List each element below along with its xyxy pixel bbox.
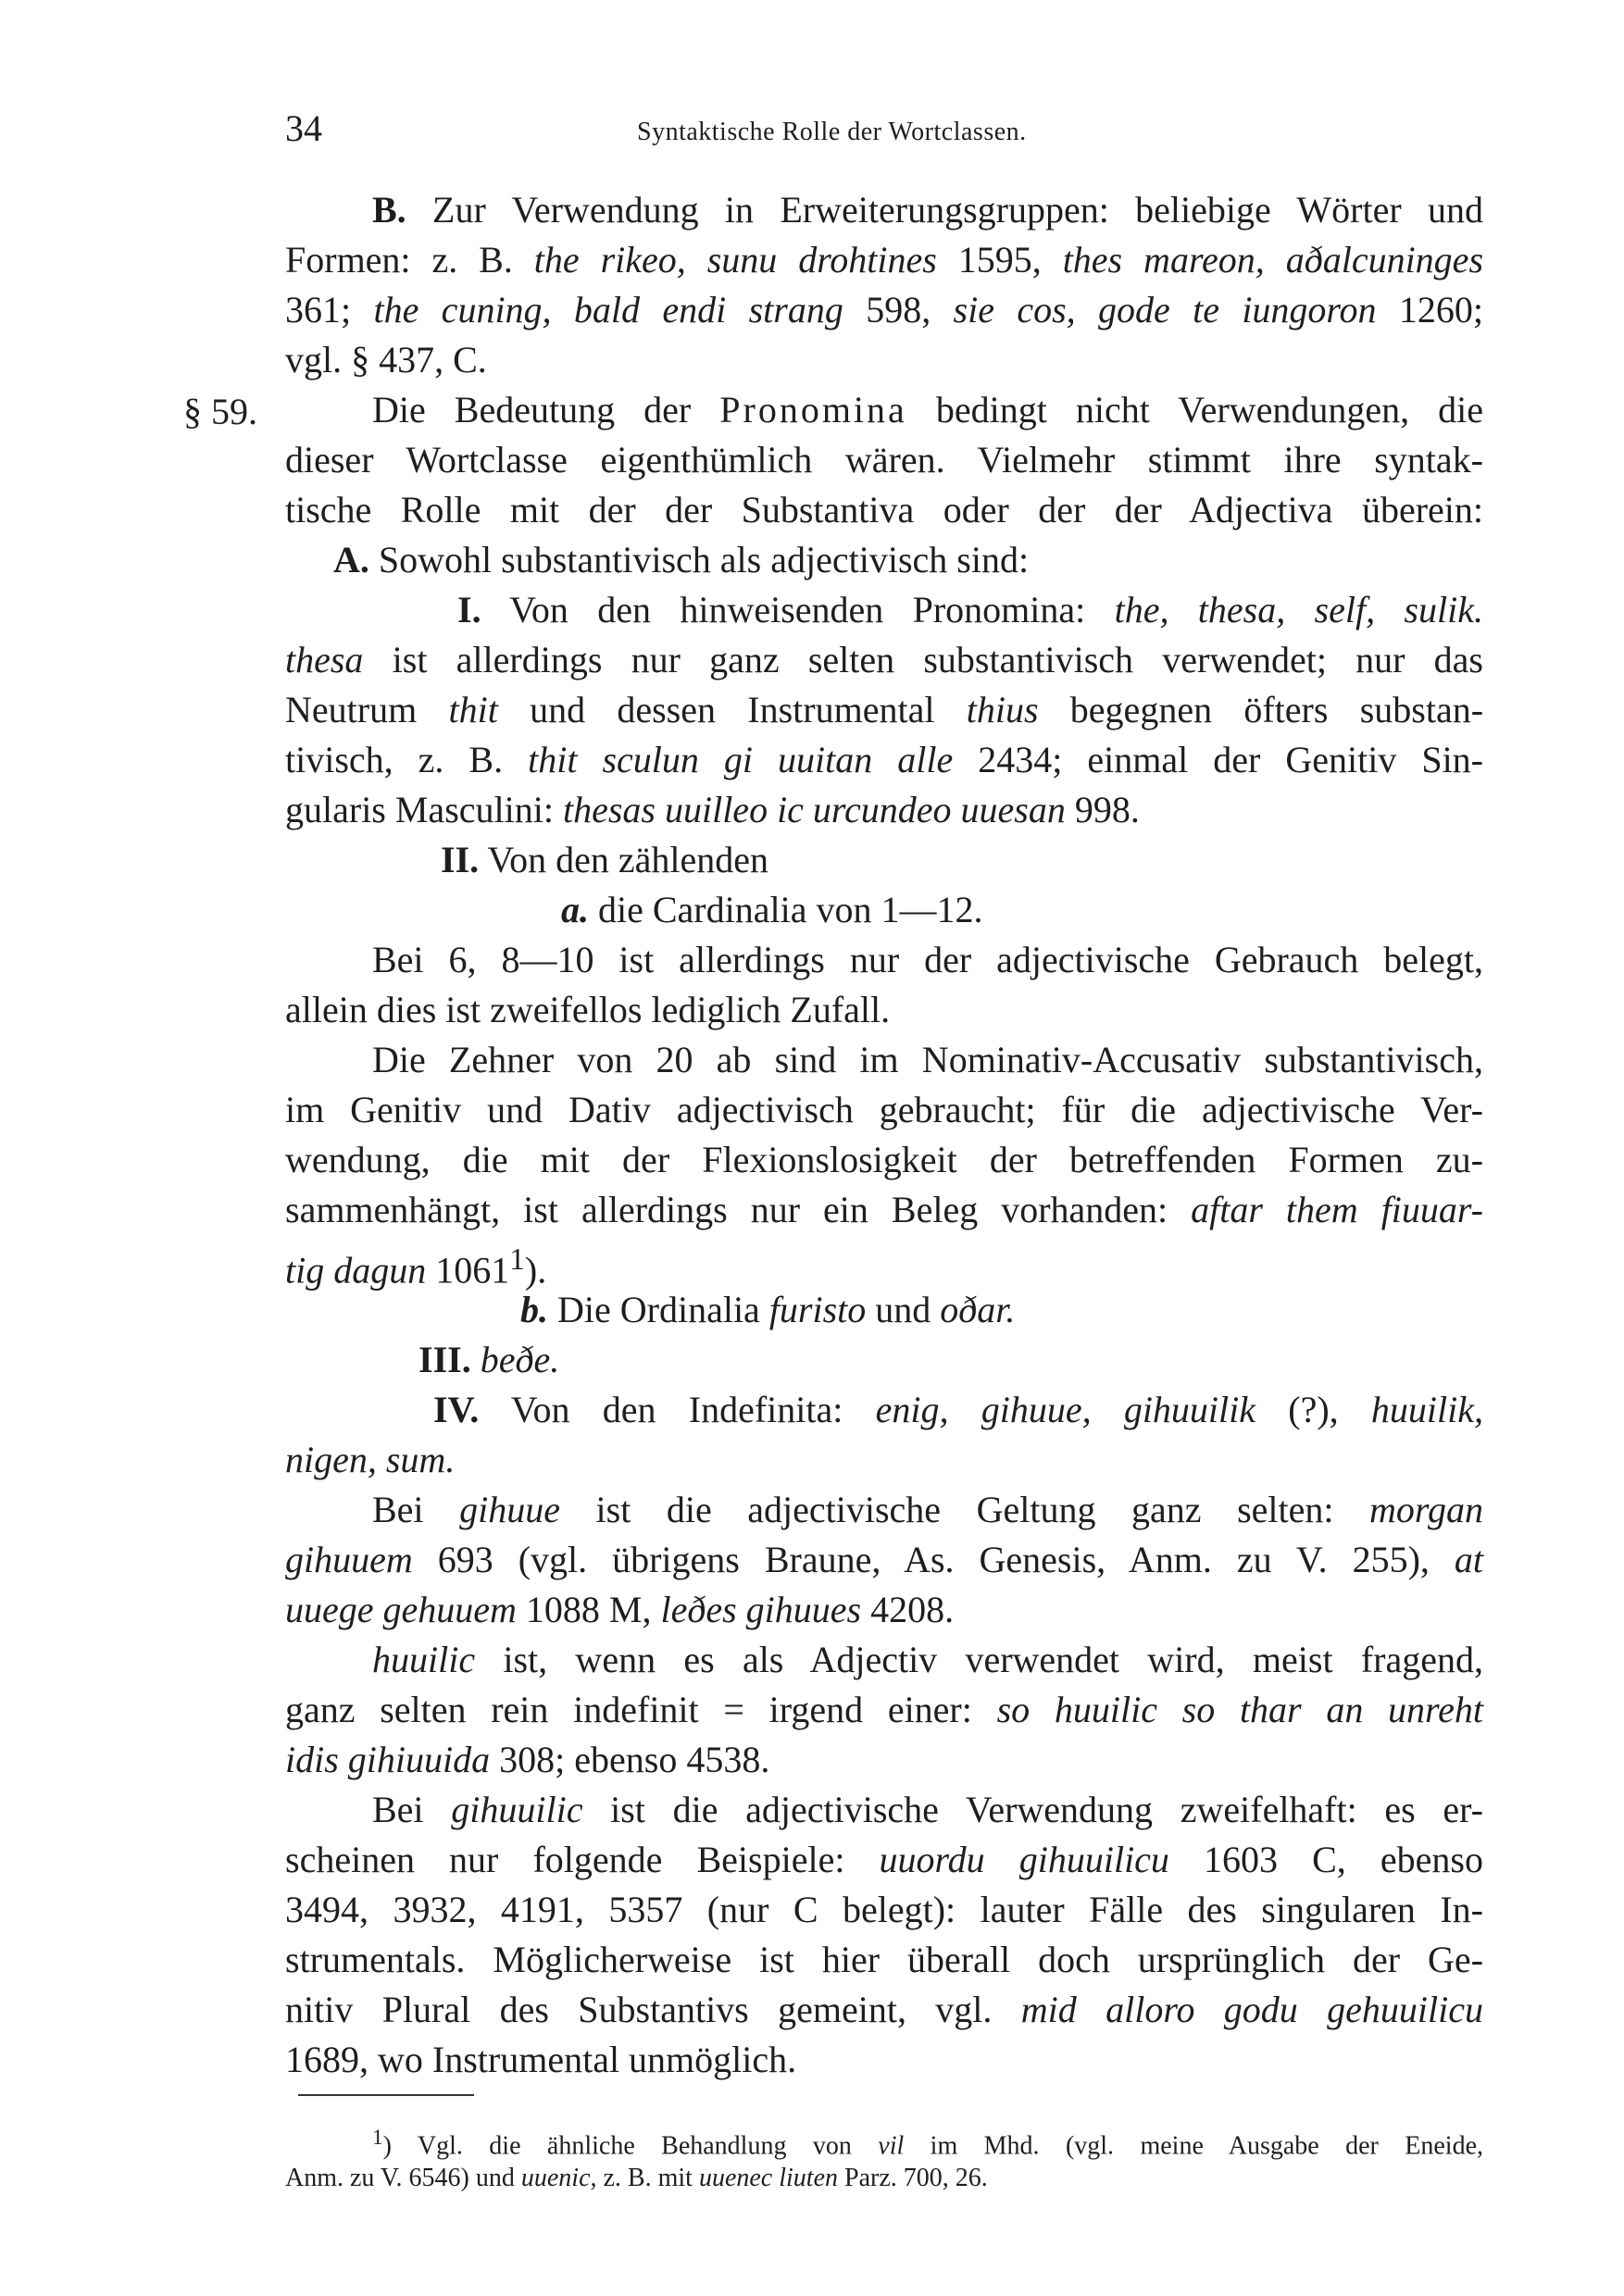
page-number: 34 [285, 107, 322, 149]
text-line: Bei gihuue ist die adjectivische Geltung ganz selten: morgan [372, 1489, 1483, 1530]
text-line: A. Sowohl substantivisch als adjectivisch sind: [333, 539, 1030, 580]
text-line: a. die Cardinalia von 1—12. [561, 889, 983, 930]
text-line: ganz selten rein indefinit = irgend einer: so huuilic so thar an unreht [285, 1689, 1483, 1730]
section-label: § 59. [183, 391, 257, 432]
text-line: tivisch, z. B. thit sculun gi uuitan alle 2434; einmal der Genitiv Sin- [285, 739, 1484, 780]
text-line: uuege gehuuem 1088 M, leðes gihuues 4208. [285, 1589, 955, 1630]
text-line: dieser Wortclasse eigenthümlich wären. Vielmehr stimmt ihre syntak- [285, 439, 1483, 480]
text-line: b. Die Ordinalia furisto und oðar. [520, 1289, 1016, 1330]
text-line: vgl. § 437, C. [285, 339, 487, 381]
text-line: II. Von den zählenden [441, 839, 769, 880]
text-line: Neutrum thit und dessen Instrumental thius begegnen öfters substan- [285, 689, 1484, 730]
text-line: I. Von den hinweisenden Pronomina: the, thesa, self, sulik. [457, 589, 1483, 630]
text-line: 1689, wo Instrumental unmöglich. [285, 2039, 797, 2080]
text-line: sammenhängt, ist allerdings nur ein Beleg vorhanden: aftar them fiuuar- [285, 1189, 1484, 1230]
text-line: huuilic ist, wenn es als Adjectiv verwendet wird, meist fragend, [372, 1639, 1483, 1680]
text-line: tig dagun 1061$^1$). [285, 1242, 547, 1292]
text-line: idis gihiuuida 308; ebenso 4538. [285, 1739, 770, 1780]
text-line: gularis Masculini: thesas uuilleo ic urcundeo uuesan 998. [285, 789, 1140, 830]
text-line: B. Zur Verwendung in Erweiterungsgruppen: beliebige Wörter und [372, 189, 1483, 231]
text-line: IV. Von den Indefinita: enig, gihuue, gihuuilik (?), huuilik, [433, 1389, 1483, 1430]
text-line: nitiv Plural des Substantivs gemeint, vgl. mid alloro godu gehuuilicu [285, 1989, 1484, 2030]
footnote-line: Anm. zu V. 6546) und uuenic, z. B. mit uuenec liuten Parz. 700, 26. [285, 2164, 988, 2192]
text-line: wendung, die mit der Flexionslosigkeit der betreffenden Formen zu- [285, 1139, 1483, 1180]
text-line: nigen, sum. [285, 1439, 456, 1480]
text-line: gihuuem 693 (vgl. übrigens Braune, As. Genesis, Anm. zu V. 255), at [285, 1539, 1483, 1580]
text-line: Bei gihuuilic ist die adjectivische Verwendung zweifelhaft: es er- [372, 1789, 1484, 1830]
text-line: Die Zehner von 20 ab sind im Nominativ-Accusativ substantivisch, [372, 1039, 1483, 1080]
text-line: im Genitiv und Dativ adjectivisch gebraucht; für die adjectivische Ver- [285, 1089, 1483, 1130]
text-line: scheinen nur folgende Beispiele: uuordu gihuuilicu 1603 C, ebenso [285, 1839, 1483, 1880]
text-line: Die Bedeutung der Pronomina bedingt nicht Verwendungen, die [372, 389, 1483, 430]
footnote-rule [298, 2094, 474, 2096]
text-line: III. beðe. [418, 1339, 560, 1380]
footnote-line: $^1$) Vgl. die ähnliche Behandlung von vil im Mhd. (vgl. meine Ausgabe der Eneide, [372, 2126, 1483, 2161]
text-line: Bei 6, 8—10 ist allerdings nur der adjectivische Gebrauch belegt, [372, 939, 1483, 980]
text-line: Formen: z. B. the rikeo, sunu drohtines 1595, thes mareon, aðalcuninges [285, 239, 1484, 281]
text-line: 361; the cuning, bald endi strang 598, sie cos, gode te iungoron 1260; [285, 289, 1483, 331]
running-title: Syntaktische Rolle der Wortclassen. [637, 118, 1027, 146]
text-line: thesa ist allerdings nur ganz selten substantivisch verwendet; nur das [285, 639, 1483, 680]
text-line: 3494, 3932, 4191, 5357 (nur C belegt): lauter Fälle des singularen In- [285, 1889, 1483, 1930]
text-line: strumentals. Möglicherweise ist hier überall doch ursprünglich der Ge- [285, 1939, 1483, 1980]
text-line: tische Rolle mit der der Substantiva oder der der Adjectiva überein: [285, 489, 1483, 530]
text-line: allein dies ist zweifellos lediglich Zufall. [285, 989, 891, 1030]
